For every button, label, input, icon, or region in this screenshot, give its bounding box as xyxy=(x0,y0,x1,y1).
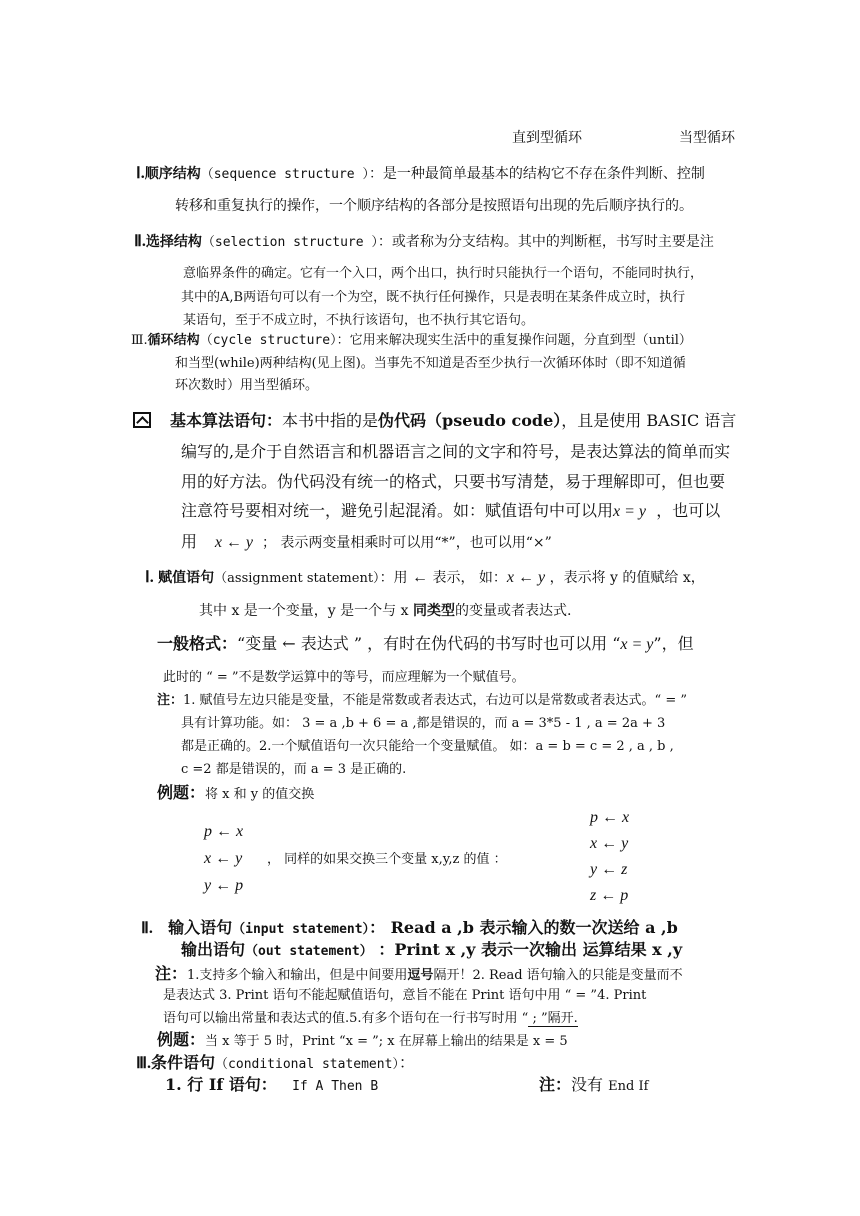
swap-three-line: y ← z xyxy=(590,861,628,878)
line-if-code: If A Then B xyxy=(292,1079,379,1094)
swap-two-line: x ← y xyxy=(204,850,243,867)
text-fragment: 用 xyxy=(181,532,198,551)
math-assign-arrow: x ← y xyxy=(214,534,254,551)
text-fragment: ：用 xyxy=(379,570,408,586)
text-fragment: ”，但 xyxy=(653,634,694,653)
assignment-note-line: 具有计算功能。如： 3 = a ,b + 6 = a ,都是错误的，而 a = 3*5 - 1 , a = 2a + 3 xyxy=(181,716,666,731)
heading-title: 条件语句 xyxy=(151,1053,216,1072)
output-title: 输出语句 xyxy=(181,940,246,959)
basic-text-line xyxy=(181,501,720,522)
text-fragment: 1. 赋值号左边只能是变量，不能是常数或者表达式，右边可以是常数或者表达式。“ = ” xyxy=(183,693,688,708)
heading-title: 基本算法语句： xyxy=(170,411,283,430)
underlined-fragment: ; ”隔开. xyxy=(528,1011,578,1026)
example-label: 例题： xyxy=(157,783,206,802)
section-number: Ⅱ. xyxy=(141,920,153,937)
output-text: ：Print x ,y 表示一次输出 运算结果 x ,y xyxy=(372,940,683,959)
swap-two-line: y ← p xyxy=(204,877,244,894)
heading-title: 选择结构 xyxy=(145,234,202,250)
sequence-structure-heading xyxy=(136,164,705,185)
heading-en: （assignment statement） xyxy=(214,571,380,586)
heading-text: ：它用来解决现实生活中的重复操作问题，分直到型（until） xyxy=(336,333,692,348)
example-label: 例题： xyxy=(157,1030,206,1049)
math-assign-eq: x = y xyxy=(620,636,654,653)
text-fragment: ，也可以 xyxy=(656,501,721,520)
heading-en: （conditional statement） xyxy=(215,1057,399,1072)
assignment-note-line xyxy=(157,691,687,711)
input-text: ： Read a ,b 表示输入的数一次送给 a ,b xyxy=(369,918,678,937)
assignment-note-line: 都是正确的。2.一个赋值语句一次只能给一个变量赋值。 如：a = b = c = 2 , a , b , xyxy=(181,739,674,754)
line-if-note xyxy=(539,1075,648,1097)
comma-term: 逗号 xyxy=(407,968,434,983)
text-fragment: 1.支持多个输入和输出，但是中间要用 xyxy=(187,968,408,983)
note-label: 注： xyxy=(155,964,188,983)
text-fragment: 其中 x 是一个变量，y 是一个与 x xyxy=(199,603,413,619)
assignment-example-line xyxy=(157,783,314,805)
heading-title: 顺序结构 xyxy=(144,166,201,182)
selection-structure-heading xyxy=(134,232,714,253)
section-number: Ⅲ. xyxy=(136,1055,152,1072)
note-label: 注： xyxy=(539,1075,572,1094)
input-statement-line xyxy=(141,918,678,940)
general-format-line xyxy=(157,634,694,655)
arrow-symbol: ← xyxy=(412,569,429,586)
swap-three-line: p ← x xyxy=(590,809,630,826)
while-loop-label: 当型循环 xyxy=(679,130,735,146)
cycle-text-line: 和当型(while)两种结构(见上图)。当事先不知道是否至少执行一次循环体时（即不知道循 xyxy=(175,356,686,371)
text-fragment: ，表示将 y 的值赋给 x， xyxy=(549,570,705,586)
basic-text-line xyxy=(181,532,552,553)
text-fragment: 的变量或者表达式. xyxy=(454,603,572,619)
io-note-line xyxy=(155,964,683,986)
input-en: （input statement） xyxy=(232,922,370,937)
heading-title: 赋值语句 xyxy=(158,570,215,586)
general-format-label: 一般格式： xyxy=(157,634,238,653)
math-assign-eq: x = y xyxy=(613,503,647,520)
assignment-note-line: c =2 都是错误的，而 a = 3 是正确的. xyxy=(181,762,407,777)
text-fragment: 注意符号要相对统一，避免引起混淆。如：赋值语句中可以用 xyxy=(181,501,614,520)
basic-statements-heading xyxy=(170,411,736,431)
swap-middle-text: ， 同样的如果交换三个变量 x,y,z 的值 ： xyxy=(267,852,507,867)
pseudo-code-en: （pseudo code） xyxy=(426,411,562,430)
heading-title: 循环结构 xyxy=(147,333,200,348)
heading-text: ：或者称为分支结构。其中的判断框，书写时主要是注 xyxy=(377,234,714,250)
line-if-statement xyxy=(165,1075,378,1097)
text-fragment: 表示， 如： xyxy=(432,570,507,586)
section-number: Ⅲ. xyxy=(131,333,148,348)
sequence-text-line: 转移和重复执行的操作，一个顺序结构的各部分是按照语句出现的先后顺序执行的。 xyxy=(175,198,693,214)
text-fragment: 将 x 和 y 的值交换 xyxy=(205,787,315,802)
collapse-box-icon xyxy=(133,412,151,428)
math-assign-arrow: x ← y xyxy=(506,569,546,586)
conditional-heading xyxy=(136,1053,415,1075)
basic-text-line: 用的好方法。伪代码没有统一的格式，只要书写清楚，易于理解即可，但也要 xyxy=(181,472,726,491)
cycle-text-line: 环次数时）用当型循环。 xyxy=(175,378,319,393)
text-fragment: 没有 xyxy=(571,1075,604,1094)
cycle-structure-heading xyxy=(131,331,692,351)
section-number: Ⅰ. xyxy=(145,569,154,586)
io-note-line xyxy=(163,1009,578,1029)
section-number: Ⅱ. xyxy=(134,233,146,250)
text-fragment: 当 x 等于 5 时，Print “x = ”; x 在屏幕上输出的结果是 x = 5 xyxy=(205,1034,568,1049)
text-fragment: ； 表示两变量相乘时可以用“*”，也可以用“×” xyxy=(261,535,552,551)
assignment-text-line xyxy=(199,601,571,621)
output-en: （out statement） xyxy=(245,944,373,959)
section-number: Ⅰ. xyxy=(136,165,145,182)
text-fragment: 语句可以输出常量和表达式的值.5.有多个语句在一行书写时用 “ xyxy=(163,1011,529,1026)
heading-text: 本书中指的是 xyxy=(282,411,379,430)
text-fragment: 隔开！2. Read 语句输入的只能是变量而不 xyxy=(433,968,683,983)
heading-en: （sequence structure ） xyxy=(200,167,369,182)
output-statement-line xyxy=(181,940,682,962)
heading-en: （cycle structure） xyxy=(199,333,337,348)
heading-en: （selection structure ） xyxy=(201,235,378,250)
until-loop-label: 直到型循环 xyxy=(512,130,582,146)
input-title: 输入语句 xyxy=(168,918,233,937)
io-note-line: 是表达式 3. Print 语句不能起赋值语句，意旨不能在 Print 语句中用 “ = ”4. Print xyxy=(163,988,647,1003)
assignment-text-line: 此时的 “ = ”不是数学运算中的等号，而应理解为一个赋值号。 xyxy=(163,670,525,685)
heading-text: ：是一种最简单最基本的结构它不存在条件判断、控制 xyxy=(368,166,705,182)
note-label: 注： xyxy=(157,693,184,708)
line-if-label: 1. 行 If 语句： xyxy=(165,1075,277,1094)
selection-text-line: 某语句，至于不成立时，不执行该语句，也不执行其它语句。 xyxy=(183,313,535,328)
swap-three-line: x ← y xyxy=(590,835,629,852)
basic-text-line: 编写的,是介于自然语言和机器语言之间的文字和符号，是表达算法的简单而实 xyxy=(181,442,731,461)
text-fragment: “变量 ← 表达式 ” ，有时在伪代码的书写时也可以用 “ xyxy=(237,634,621,653)
same-type-term: 同类型 xyxy=(412,603,455,619)
swap-three-line: z ← p xyxy=(590,887,629,904)
selection-text-line: 意临界条件的确定。它有一个入口，两个出口，执行时只能执行一个语句，不能同时执行， xyxy=(183,266,704,281)
note-code: End If xyxy=(608,1079,649,1094)
pseudo-code-term: 伪代码 xyxy=(378,411,427,430)
heading-text: ，且是使用 BASIC 语言 xyxy=(561,411,737,430)
io-example-line xyxy=(157,1030,568,1052)
text-fragment: ： xyxy=(398,1053,415,1072)
swap-two-line: p ← x xyxy=(204,823,244,840)
assignment-heading xyxy=(145,568,705,589)
selection-text-line: 其中的A,B两语句可以有一个为空，既不执行任何操作，只是表明在某条件成立时，执行 xyxy=(181,290,686,305)
